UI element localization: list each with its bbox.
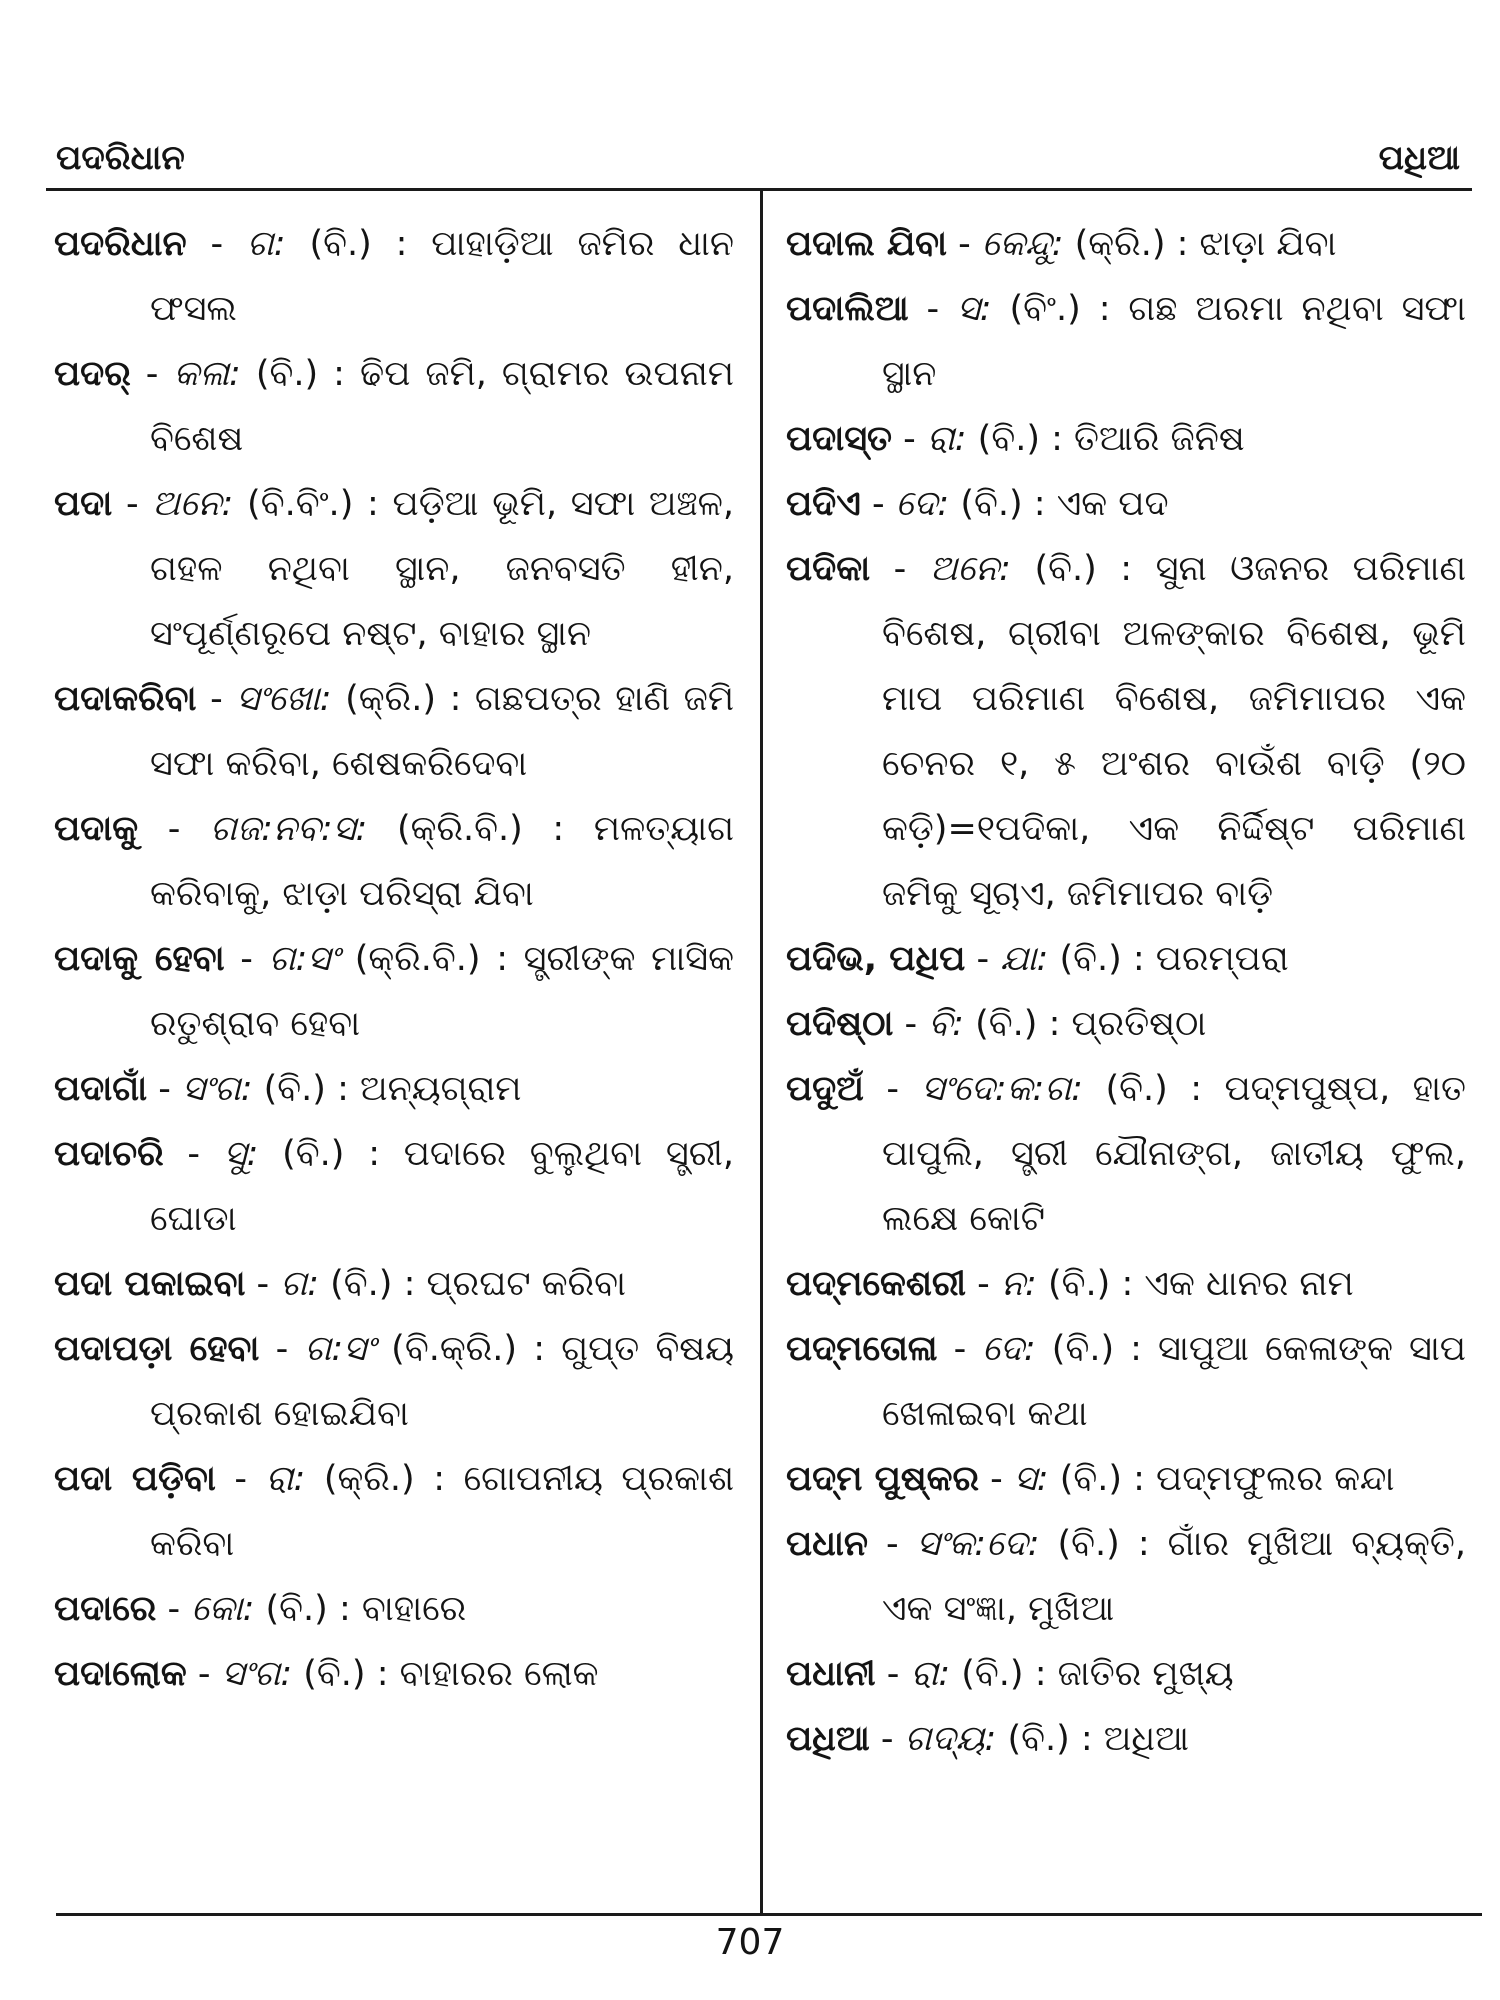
definition: ମଳତ୍ୟାଗ କରିବାକୁ, ଝାଡ଼ା ପରିସ୍ରା ଯିବା (150, 809, 734, 914)
definition: ପ୍ରଘଟ କରିବା (426, 1264, 626, 1304)
headword: ପଦିଭ, ପଧିପ (786, 939, 966, 979)
part-of-speech: (ବିଂ.) (1009, 289, 1081, 329)
dictionary-entry: ପଦା ପଡ଼ିବା - ରା: (କ୍ରି.) : ଗୋପନୀୟ ପ୍ରକାଶ କରିବା (54, 1459, 734, 1564)
part-of-speech: (ବି.) (282, 1134, 345, 1174)
dictionary-entry: ପଦାଲୋକ - ସଂଗ: (ବି.) : ବାହାରର ଲୋକ (54, 1654, 599, 1694)
headword: ପଦାପଡ଼ା ହେବା (54, 1329, 260, 1369)
source-abbr: ଦେ: (895, 484, 950, 524)
dictionary-entry: ପଦାକରିବା - ସଂଖୋ: (କ୍ରି.) : ଗଛପତ୍ର ହାଣି ଜମି ସଫା କରିବା, ଶେଷକରିଦେବା (54, 679, 734, 784)
source-abbr: ଗ:ସଂ (304, 1329, 375, 1369)
headword: ପଦରିଧାନ (54, 224, 187, 264)
right-column (786, 212, 1466, 1772)
dictionary-entry: ପଦାପଡ଼ା ହେବା - ଗ:ସଂ (ବି.କ୍ରି.) : ଗୁପ୍ତ ବିଷୟ ପ୍ରକାଶ ହୋଇଯିବା (54, 1329, 735, 1434)
headword: ପଦର୍ (54, 354, 131, 394)
headword: ପଦ୍ମତୋଳା (786, 1329, 938, 1369)
dictionary-entry: ପଧାନ - ସଂକ:ଦେ: (ବି.) : ଗାଁର ମୁଖିଆ ବ୍ୟକ୍ତି, ଏକ ସଂଜ୍ଞା, ମୁଖିଆ (786, 1524, 1466, 1629)
part-of-speech: (ବି.) (303, 1654, 366, 1694)
dictionary-entry: ପଦିକା - ଅନେ: (ବି.) : ସୁନା ଓଜନର ପରିମାଣ ବିଶେଷ, ଗ୍ରୀବା ଅଳଙ୍କାର ବିଶେଷ, ଭୂମି ମାପ ପରିମାଣ ବିଶେଷ, ଜମିମାପର ଏକ ଚେନର ୧, ୫ ଅଂଶର ବାଉଁଶ ବାଡ଼ି (୨୦ କଡ଼ି)=୧ପଦିକା, ଏକ ନିର୍ଦ୍ଦିଷ୍ଟ ପରିମାଣ ଜମିକୁ ସୂଚାଏ, ଜମିମାପର ବାଡ଼ି (786, 549, 1466, 914)
headword: ପଦାକରିବା (54, 679, 197, 719)
definition: ପଦାରେ ବୁଲୁଥିବା ସ୍ତ୍ରୀ, ଘୋଡା (150, 1134, 734, 1239)
headword: ପଦୁଅଁ (786, 1069, 864, 1109)
definition: ଝାଡ଼ା ଯିବା (1199, 224, 1337, 264)
definition: ଜାତିର ମୁଖ୍ୟ (1057, 1654, 1234, 1694)
headword: ପଦିଏ (786, 484, 861, 524)
definition: ଗଛ ଅରମା ନଥିବା ସଫା ସ୍ଥାନ (882, 289, 1466, 394)
source-abbr: ଗ: (280, 1264, 319, 1304)
source-abbr: ଗ:ସଂ (268, 939, 340, 979)
source-abbr: ରା: (910, 1654, 951, 1694)
definition: ସୁନା ଓଜନର ପରିମାଣ ବିଶେଷ, ଗ୍ରୀବା ଅଳଙ୍କାର ବିଶେଷ, ଭୂମି ମାପ ପରିମାଣ ବିଶେଷ, ଜମିମାପର ଏକ ଚେନର ୧, ୫ ଅଂଶର ବାଉଁଶ ବାଡ଼ି (୨୦ କଡ଼ି)=୧ପଦିକା, ଏକ ନିର୍ଦ୍ଦିଷ୍ଟ ପରିମାଣ ଜମିକୁ ସୂଚାଏ, ଜମିମାପର ବାଡ଼ି (882, 549, 1466, 914)
definition: ଗାଁର ମୁଖିଆ ବ୍ୟକ୍ତି, ଏକ ସଂଜ୍ଞା, ମୁଖିଆ (882, 1524, 1466, 1629)
left-column (54, 212, 734, 1707)
dictionary-entry: ପଦାଗାଁ - ସଂଗ: (ବି.) : ଅନ୍ୟଗ୍ରାମ (54, 1069, 522, 1109)
definition: ପଡ଼ିଆ ଭୂମି, ସଫା ଅଞ୍ଚଳ, ଗହଳ ନଥିବା ସ୍ଥାନ, ଜନବସତି ହୀନ, ସଂପୂର୍ଣ୍ଣରୂପେ ନଷ୍ଟ, ବାହାର ସ୍ଥାନ (150, 484, 734, 654)
source-abbr: ଅନେ: (152, 484, 234, 524)
part-of-speech: (କ୍ରି.ବି.) (354, 939, 481, 979)
part-of-speech: (ବି.ବିଂ.) (247, 484, 354, 524)
headword: ପଦାଗାଁ (54, 1069, 148, 1109)
part-of-speech: (ବି.) (1105, 1069, 1168, 1109)
headword: ପଦାଲିଆ (786, 289, 909, 329)
dictionary-entry: ପଦିଏ - ଦେ: (ବି.) : ଏକ ପଦ (786, 484, 1169, 524)
source-abbr: ଗଦ୍ୟ: (904, 1719, 997, 1759)
source-abbr: ସ: (956, 289, 992, 329)
part-of-speech: (ବି.) (1059, 939, 1122, 979)
source-abbr: ସୁ: (223, 1134, 259, 1174)
part-of-speech: (ବି.) (265, 1589, 328, 1629)
dictionary-entry: ପଦିଭ, ପଧିପ - ଯା: (ବି.) : ପରମ୍ପରା (786, 939, 1289, 979)
definition: ପାହାଡ଼ିଆ ଜମିର ଧାନ ଫସଲ (150, 224, 734, 329)
headword: ପଧାନୀ (786, 1654, 876, 1694)
dictionary-entry: ପଦାସ୍ତ - ରା: (ବି.) : ତିଆରି ଜିନିଷ (786, 419, 1245, 459)
definition: ଏକ ପଦ (1056, 484, 1169, 524)
dictionary-entry: ପଧିଆ - ଗଦ୍ୟ: (ବି.) : ଅଧିଆ (786, 1719, 1189, 1759)
dictionary-entry: ପଦା - ଅନେ: (ବି.ବିଂ.) : ପଡ଼ିଆ ଭୂମି, ସଫା ଅଞ୍ଚଳ, ଗହଳ ନଥିବା ସ୍ଥାନ, ଜନବସତି ହୀନ, ସଂପୂର୍ଣ୍ଣରୂପେ ନଷ୍ଟ, ବାହାର ସ୍ଥାନ (54, 484, 734, 654)
source-abbr: ଗଜ:ନବ:ସ: (210, 809, 368, 849)
part-of-speech: (ବି.) (255, 354, 319, 394)
source-abbr: ରା: (265, 1459, 306, 1499)
definition: ପଦ୍ମପୁଷ୍ପ, ହାତ ପାପୁଲି, ସ୍ତ୍ରୀ ଯୌନାଙ୍ଗ, ଜାତୀୟ ଫୁଲ, ଲକ୍ଷେ କୋଟି (882, 1069, 1466, 1239)
source-abbr: କେନ୍ଦୁ: (981, 224, 1064, 264)
source-abbr: ସଂଗ: (221, 1654, 293, 1694)
column-divider (760, 190, 763, 1913)
definition: ସ୍ତ୍ରୀଙ୍କ ମାସିକ ରତୁଶ୍ରାବ ହେବା (150, 939, 734, 1044)
running-head-left: ପଦରିଧାନ (56, 138, 185, 178)
headword: ପଦାଲ ଯିବା (786, 224, 948, 264)
dictionary-entry: ପଦାକୁ - ଗଜ:ନବ:ସ: (କ୍ରି.ବି.) : ମଳତ୍ୟାଗ କରିବାକୁ, ଝାଡ଼ା ପରିସ୍ରା ଯିବା (54, 809, 734, 914)
dictionary-entry: ପଦର୍ - କଳା: (ବି.) : ଢିପ ଜମି, ଗ୍ରାମର ଉପନାମ ବିଶେଷ (54, 354, 734, 459)
headword: ପଦାରେ (54, 1589, 157, 1629)
headword: ପଦିଷ୍ଠା (786, 1004, 894, 1044)
definition: ଅନ୍ୟଗ୍ରାମ (360, 1069, 522, 1109)
part-of-speech: (ବି.) (1057, 1524, 1120, 1564)
dictionary-entry: ପଦରିଧାନ - ଗ: (ବି.) : ପାହାଡ଼ିଆ ଜମିର ଧାନ ଫସଲ (54, 224, 734, 329)
headword: ପଦାଚରି (54, 1134, 164, 1174)
headword: ପଦାଲୋକ (54, 1654, 187, 1694)
headword: ପଦ୍ମକେଶରୀ (786, 1264, 967, 1304)
source-abbr: ଯା: (1000, 939, 1049, 979)
part-of-speech: (ବି.) (961, 1654, 1024, 1694)
definition: ବାହାରେ (361, 1589, 467, 1629)
definition: ବାହାରର ଲୋକ (399, 1654, 599, 1694)
top-rule (46, 188, 1472, 191)
dictionary-entry: ପଧାନୀ - ରା: (ବି.) : ଜାତିର ମୁଖ୍ୟ (786, 1654, 1234, 1694)
definition: ଗୋପନୀୟ ପ୍ରକାଶ କରିବା (150, 1459, 734, 1564)
source-abbr: ବି: (928, 1004, 964, 1044)
running-head-right: ପଧିଆ (1378, 138, 1460, 178)
headword: ପଦାସ୍ତ (786, 419, 893, 459)
definition: ପ୍ରତିଷ୍ଠା (1071, 1004, 1207, 1044)
headword: ପଦାକୁ (54, 809, 139, 849)
dictionary-entry: ପଦାକୁ ହେବା - ଗ:ସଂ (କ୍ରି.ବି.) : ସ୍ତ୍ରୀଙ୍କ ମାସିକ ରତୁଶ୍ରାବ ହେବା (54, 939, 734, 1044)
dictionary-entry: ପଦାଲିଆ - ସ: (ବିଂ.) : ଗଛ ଅରମା ନଥିବା ସଫା ସ୍ଥାନ (786, 289, 1466, 394)
source-abbr: ସ: (1013, 1459, 1049, 1499)
dictionary-entry: ପଦ୍ମତୋଳା - ଦେ: (ବି.) : ସାପୁଆ କେଳାଙ୍କ ସାପ ଖେଳାଇବା କଥା (786, 1329, 1466, 1434)
part-of-speech: (ବି.) (1034, 549, 1097, 589)
source-abbr: ସଂଖୋ: (236, 679, 332, 719)
headword: ପଦା (54, 484, 113, 524)
part-of-speech: (ବି.) (330, 1264, 393, 1304)
source-abbr: ସଂଗ: (182, 1069, 253, 1109)
definition: ସାପୁଆ କେଳାଙ୍କ ସାପ ଖେଳାଇବା କଥା (882, 1329, 1466, 1434)
definition: ଢିପ ଜମି, ଗ୍ରାମର ଉପନାମ ବିଶେଷ (150, 354, 734, 459)
bottom-rule (56, 1913, 1482, 1916)
dictionary-entry: ପଦାଚରି - ସୁ: (ବି.) : ପଦାରେ ବୁଲୁଥିବା ସ୍ତ୍ରୀ, ଘୋଡା (54, 1134, 734, 1239)
headword: ପଦା ପଡ଼ିବା (54, 1459, 216, 1499)
source-abbr: ସଂକ:ଦେ: (916, 1524, 1040, 1564)
part-of-speech: (କ୍ରି.) (1074, 224, 1166, 264)
definition: ପରମ୍ପରା (1155, 939, 1289, 979)
part-of-speech: (ବି.) (1048, 1264, 1111, 1304)
part-of-speech: (ବି.) (1007, 1719, 1070, 1759)
source-abbr: କଳା: (173, 354, 241, 394)
source-abbr: ସଂଦେ:କ:ଗ: (921, 1069, 1083, 1109)
dictionary-entry: ପଦିଷ୍ଠା - ବି: (ବି.) : ପ୍ରତିଷ୍ଠା (786, 1004, 1207, 1044)
headword: ପଧିଆ (786, 1719, 870, 1759)
source-abbr: ନ: (1000, 1264, 1037, 1304)
part-of-speech: (ବି.) (1059, 1459, 1122, 1499)
page-number: 707 (715, 1922, 785, 1963)
headword: ପଦା ପକାଇବା (54, 1264, 246, 1304)
dictionary-entry: ପଦା ପକାଇବା - ଗ: (ବି.) : ପ୍ରଘଟ କରିବା (54, 1264, 626, 1304)
headword: ପଦିକା (786, 549, 871, 589)
source-abbr: ଗ: (246, 224, 286, 264)
part-of-speech: (ବି.) (309, 224, 372, 264)
part-of-speech: (ବି.) (960, 484, 1023, 524)
definition: ଅଧିଆ (1103, 1719, 1189, 1759)
part-of-speech: (ବି.କ୍ରି.) (391, 1329, 517, 1369)
part-of-speech: (କ୍ରି.) (323, 1459, 415, 1499)
dictionary-entry: ପଦ୍ମକେଶରୀ - ନ: (ବି.) : ଏକ ଧାନର ନାମ (786, 1264, 1354, 1304)
headword: ପଧାନ (786, 1524, 868, 1564)
dictionary-entry: ପଦ୍ମ ପୁଷ୍କର - ସ: (ବି.) : ପଦ୍ମଫୁଲର କନ୍ଦା (786, 1459, 1395, 1499)
definition: ଗୁପ୍ତ ବିଷୟ ପ୍ରକାଶ ହୋଇଯିବା (150, 1329, 735, 1434)
part-of-speech: (ବି.) (1051, 1329, 1115, 1369)
definition: ତିଆରି ଜିନିଷ (1074, 419, 1245, 459)
source-abbr: ଅନେ: (929, 549, 1011, 589)
headword: ପଦାକୁ ହେବା (54, 939, 225, 979)
part-of-speech: (କ୍ରି.) (345, 679, 436, 719)
source-abbr: କୋ: (191, 1589, 255, 1629)
definition: ଗଛପତ୍ର ହାଣି ଜମି ସଫା କରିବା, ଶେଷକରିଦେବା (150, 679, 734, 784)
headword: ପଦ୍ମ ପୁଷ୍କର (786, 1459, 980, 1499)
source-abbr: ରା: (926, 419, 967, 459)
part-of-speech: (କ୍ରି.ବି.) (396, 809, 523, 849)
part-of-speech: (ବି.) (977, 419, 1040, 459)
dictionary-entry: ପଦାଲ ଯିବା - କେନ୍ଦୁ: (କ୍ରି.) : ଝାଡ଼ା ଯିବା (786, 224, 1337, 264)
dictionary-entry: ପଦାରେ - କୋ: (ବି.) : ବାହାରେ (54, 1589, 467, 1629)
definition: ପଦ୍ମଫୁଲର କନ୍ଦା (1156, 1459, 1395, 1499)
dictionary-entry: ପଦୁଅଁ - ସଂଦେ:କ:ଗ: (ବି.) : ପଦ୍ମପୁଷ୍ପ, ହାତ ପାପୁଲି, ସ୍ତ୍ରୀ ଯୌନାଙ୍ଗ, ଜାତୀୟ ଫୁଲ, ଲକ୍ଷେ କୋଟି (786, 1069, 1466, 1239)
source-abbr: ଦେ: (982, 1329, 1036, 1369)
part-of-speech: (ବି.) (975, 1004, 1038, 1044)
definition: ଏକ ଧାନର ନାମ (1144, 1264, 1354, 1304)
part-of-speech: (ବି.) (263, 1069, 326, 1109)
